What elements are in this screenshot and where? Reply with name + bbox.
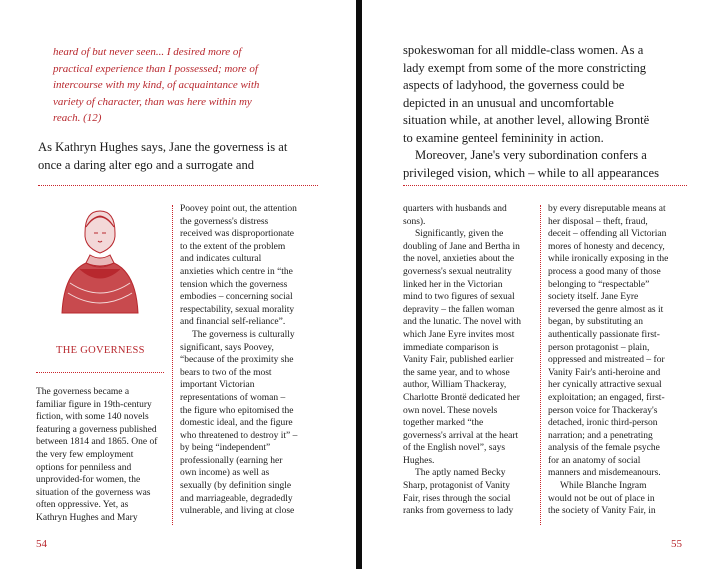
box-line: which Jane Eyre invites most (403, 329, 515, 340)
body-line: As Kathryn Hughes says, Jane the governess is at (38, 140, 288, 154)
box-line: While Blanche Ingram (560, 481, 647, 492)
box-line: doubling of Jane and Bertha in (403, 241, 520, 252)
box-line: reversed the genre almost as it (548, 304, 664, 315)
box-line: to the extent of the problem (180, 241, 286, 252)
section-divider (403, 185, 687, 186)
box-line: The governess became a (36, 387, 130, 397)
quote-line: practical experience than I possessed; more of (53, 62, 258, 75)
block-quote (53, 44, 325, 127)
box-line: exploitation; an engaged, first- (548, 392, 665, 403)
quote-line: intercourse with my kind, of acquaintance with (53, 79, 260, 91)
quote-line: heard of but never seen... I desired more of (53, 46, 242, 58)
box-line: often oppressive. Yet, as (36, 500, 129, 511)
body-line: Moreover, Jane's very subordination confers a (415, 148, 647, 162)
box-line: The governess is culturally (192, 329, 295, 340)
left-page (0, 0, 356, 569)
box-line: process a good many of those (548, 266, 661, 277)
box-line: for an anatomy of social (548, 455, 641, 466)
box-line: respectability, sexual morality (180, 304, 295, 315)
column-separator (172, 205, 173, 525)
box-line: between 1814 and 1865. One of (36, 437, 158, 448)
right-page (362, 0, 719, 569)
body-line: situation while, at another level, allowing Brontë (403, 113, 650, 127)
box-line: analysis of the female psyche (548, 443, 660, 454)
box-line: Hughes. (403, 455, 435, 466)
box-line: her cynically attractive sexual (548, 380, 662, 391)
box-line: ranks from governess to lady (403, 506, 514, 517)
column-separator (540, 205, 541, 525)
box-line: began, by substituting an (548, 317, 643, 328)
box-line: immediate comparison is (403, 342, 499, 353)
box-line: options for penniless and (36, 462, 132, 473)
box-line: vulnerable, and living at close (180, 506, 295, 517)
box-heading-divider (36, 372, 164, 373)
box-line: domestic ideal, and the figure (180, 418, 293, 429)
body-line: privileged vision, which – while to all appearances (403, 165, 659, 180)
box-column-3 (403, 203, 540, 518)
body-line: once a daring alter ego and a surrogate and (38, 157, 255, 172)
box-line: together marked “the (403, 418, 484, 429)
box-line: familiar figure in 19th-century (36, 399, 152, 410)
box-line: the figure who epitomised the (180, 405, 294, 416)
box-line: anxieties which centre in “the (180, 266, 293, 277)
box-line: Vanity Fair's anti-heroine and (548, 367, 661, 378)
box-column-1 (36, 386, 164, 525)
box-line: the society of Vanity Fair, in (548, 506, 656, 517)
body-line: lady exempt from some of the more constricting (403, 60, 647, 75)
box-line: the very few employment (36, 449, 134, 460)
box-line: Fair, rises through the social (403, 493, 511, 504)
box-line: would not be out of place in (548, 493, 655, 504)
box-line: bears to two of the most (180, 367, 272, 378)
section-divider (38, 185, 318, 186)
box-line: representations of woman – (180, 392, 286, 403)
box-line: own novel. These novels (403, 405, 498, 416)
box-line: the same year, and to whose (403, 367, 510, 378)
quote-line: reach. (12) (53, 112, 102, 124)
body-line: spokeswoman for all middle-class women. As a (403, 43, 644, 57)
page-number: 54 (36, 538, 47, 550)
box-line: Kathryn Hughes and Mary (36, 512, 138, 523)
box-line: Poovey point out, the attention (180, 204, 297, 214)
box-line: sexually (by definition single (180, 481, 292, 492)
box-line: detached, ironic third-person (548, 418, 658, 429)
box-line: received was disproportionate (180, 229, 294, 240)
box-line: depravity – the fallen woman (403, 304, 515, 315)
body-line: aspects of ladyhood, the governess could be (403, 78, 625, 92)
body-line: to examine genteel femininity in action. (403, 130, 604, 145)
box-line: Charlotte Brontë dedicated her (403, 392, 520, 403)
box-line: mores of honesty and decency, (548, 241, 665, 252)
box-line: governess's arrival at the heart (403, 430, 519, 441)
box-line: society itself. Jane Eyre (548, 292, 639, 303)
box-line: her disposal – theft, fraud, (548, 216, 648, 227)
box-line: and the lunatic. The novel with (403, 317, 522, 328)
box-line: and indicates cultural (180, 254, 262, 265)
box-line: Sharp, protagonist of Vanity (403, 481, 510, 492)
box-line: The aptly named Becky (415, 468, 506, 479)
box-line: manners and misdemeanours. (548, 468, 661, 479)
box-line: narration; and a penetrating (548, 430, 653, 441)
body-text (38, 139, 326, 174)
box-line: Significantly, given the (415, 229, 504, 240)
box-line: while ironically exposing in the (548, 254, 669, 265)
box-heading: THE GOVERNESS (56, 345, 145, 356)
box-line: of the English novel”, says (403, 443, 506, 454)
box-line: significant, says Poovey, (180, 342, 274, 353)
box-line: embodies – concerning social (180, 292, 293, 303)
box-line: governess's sexual neutrality (403, 266, 512, 277)
body-text (403, 42, 703, 182)
box-line: person voice for Thackeray's (548, 405, 658, 416)
box-line: quarters with husbands and (403, 204, 507, 214)
box-line: sons). (403, 216, 426, 227)
box-line: by every disreputable means at (548, 204, 666, 214)
box-line: the novel, anxieties about the (403, 254, 515, 265)
box-line: professionally (earning her (180, 455, 283, 466)
box-line: featuring a governess published (36, 424, 157, 435)
box-line: Vanity Fair, published earlier (403, 355, 514, 366)
quote-line: variety of character, than was here within my (53, 95, 252, 108)
box-line: tension which the governess (180, 279, 288, 290)
box-column-4 (548, 203, 688, 518)
box-line: important Victorian (180, 380, 255, 391)
box-line: by being “independent” (180, 443, 271, 454)
box-line: linked her in the Victorian (403, 279, 503, 290)
box-line: mind to two figures of sexual (403, 292, 515, 303)
box-line: who threatened to destroy it” – (180, 430, 298, 441)
page-number: 55 (671, 538, 682, 550)
body-line: depicted in an unusual and uncomfortable (403, 95, 614, 110)
box-line: author, William Thackeray, (403, 380, 507, 391)
box-line: and financial self-reliance”. (180, 317, 286, 328)
box-line: the governess's distress (180, 216, 269, 227)
box-line: “because of the proximity she (180, 355, 294, 366)
box-line: belonging to “respectable” (548, 279, 650, 290)
box-column-2 (180, 203, 312, 518)
box-line: unprovided-for women, the (36, 475, 141, 486)
box-line: fiction, with some 140 novels (36, 412, 149, 423)
box-line: situation of the governess was (36, 487, 151, 498)
box-line: oppressed and mistreated – for (548, 355, 665, 366)
box-line: deceit – offending all Victorian (548, 229, 667, 240)
box-line: and marriageable, degradedly (180, 493, 293, 504)
governess-portrait-icon (50, 203, 150, 323)
box-line: authentically passionate first- (548, 329, 660, 340)
box-line: own income) as well as (180, 468, 270, 479)
box-line: person protagonist – plain, (548, 342, 650, 353)
